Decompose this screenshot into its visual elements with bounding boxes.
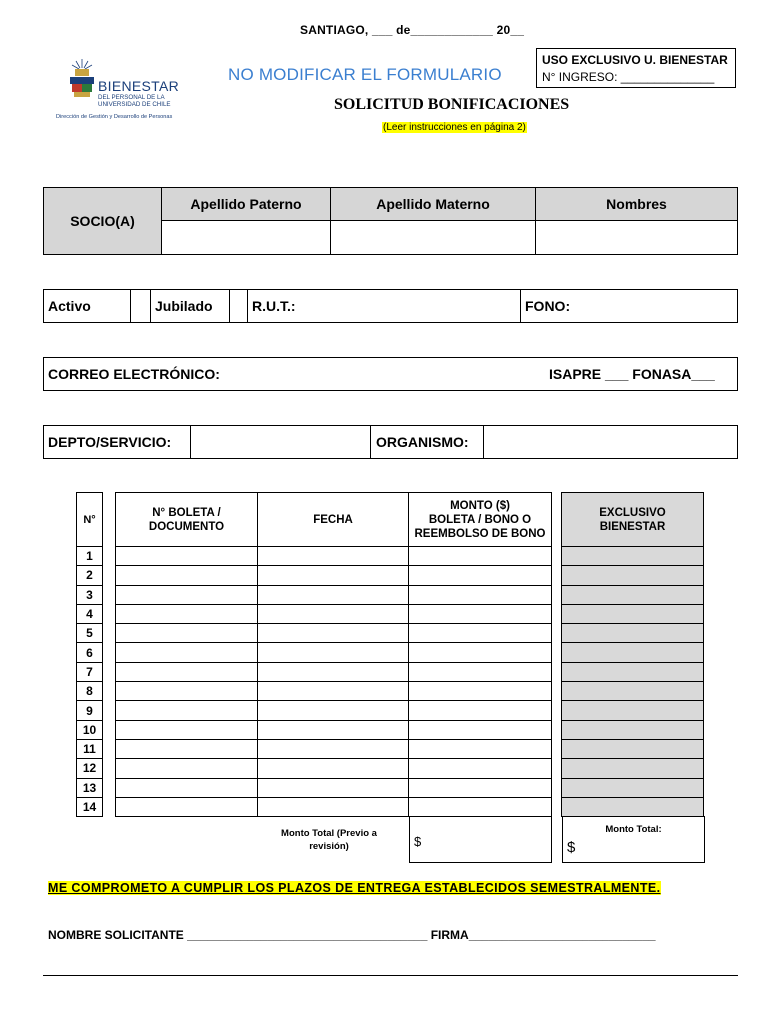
monto-cell[interactable] bbox=[409, 624, 552, 643]
boleta-cell[interactable] bbox=[116, 720, 258, 739]
fecha-cell[interactable] bbox=[258, 604, 409, 623]
prevision-label: ISAPRE ___ FONASA___ bbox=[549, 366, 715, 382]
bienestar-cell bbox=[562, 604, 704, 623]
boleta-cell[interactable] bbox=[116, 797, 258, 816]
monto-cell[interactable] bbox=[409, 585, 552, 604]
monto-total-label bbox=[270, 827, 388, 853]
bono-row bbox=[77, 643, 704, 662]
boleta-cell[interactable] bbox=[116, 604, 258, 623]
boleta-cell[interactable] bbox=[116, 547, 258, 566]
date-line: SANTIAGO, ___ de____________ 20__ bbox=[300, 23, 525, 37]
bienestar-cell bbox=[562, 682, 704, 701]
bienestar-cell bbox=[562, 778, 704, 797]
bienestar-logo bbox=[56, 56, 196, 126]
fecha-cell[interactable] bbox=[258, 682, 409, 701]
fecha-cell[interactable] bbox=[258, 720, 409, 739]
bienestar-cell bbox=[562, 739, 704, 758]
apellido-paterno-field[interactable] bbox=[162, 221, 331, 255]
fecha-cell[interactable] bbox=[258, 662, 409, 681]
row-number: 7 bbox=[77, 662, 103, 681]
boleta-cell[interactable] bbox=[116, 643, 258, 662]
bono-row bbox=[77, 662, 704, 681]
bonos-table bbox=[76, 492, 704, 817]
bienestar-cell bbox=[562, 643, 704, 662]
bienestar-cell bbox=[562, 701, 704, 720]
signature-line[interactable]: NOMBRE SOLICITANTE ____________________________________ FIRMA____________________________ bbox=[48, 928, 656, 942]
logo-name: BIENESTAR bbox=[98, 78, 180, 94]
row-number: 4 bbox=[77, 604, 103, 623]
bonos-rows bbox=[77, 547, 704, 817]
socio-table bbox=[43, 187, 738, 255]
fono-label: FONO: bbox=[525, 298, 571, 314]
col-nombres: Nombres bbox=[536, 188, 738, 221]
fecha-cell[interactable] bbox=[258, 547, 409, 566]
col-exclusivo bbox=[562, 493, 704, 547]
row-number: 2 bbox=[77, 566, 103, 585]
monto-cell[interactable] bbox=[409, 604, 552, 623]
col-exclusivo-line-1: EXCLUSIVO bbox=[599, 506, 666, 519]
fecha-cell[interactable] bbox=[258, 624, 409, 643]
commitment-statement: ME COMPROMETO A CUMPLIR LOS PLAZOS DE ENTREGA ESTABLECIDOS SEMESTRALMENTE. bbox=[48, 881, 661, 895]
organismo-label: ORGANISMO: bbox=[376, 434, 469, 450]
row-number: 14 bbox=[77, 797, 103, 816]
bono-row bbox=[77, 759, 704, 778]
bienestar-cell bbox=[562, 720, 704, 739]
monto-cell[interactable] bbox=[409, 701, 552, 720]
warning-text: NO MODIFICAR EL FORMULARIO bbox=[228, 65, 502, 84]
ingreso-number-field[interactable]: N° INGRESO: ______________ bbox=[542, 70, 715, 84]
activo-checkbox[interactable] bbox=[131, 290, 150, 322]
col-monto-line-1: MONTO ($) bbox=[450, 499, 510, 512]
monto-cell[interactable] bbox=[409, 759, 552, 778]
logo-sub-line-1: DEL PERSONAL DE LA bbox=[98, 94, 165, 101]
boleta-cell[interactable] bbox=[116, 759, 258, 778]
socio-label: SOCIO(A) bbox=[44, 188, 162, 255]
row-number: 1 bbox=[77, 547, 103, 566]
monto-cell[interactable] bbox=[409, 643, 552, 662]
col-num: N° bbox=[77, 493, 103, 547]
monto-cell[interactable] bbox=[409, 682, 552, 701]
col-boleta-line-1: N° BOLETA / bbox=[152, 506, 221, 519]
monto-total-currency: $ bbox=[414, 834, 422, 849]
jubilado-label: Jubilado bbox=[155, 298, 213, 314]
depto-label: DEPTO/SERVICIO: bbox=[48, 434, 172, 450]
monto-cell[interactable] bbox=[409, 662, 552, 681]
exclusive-use-label: USO EXCLUSIVO U. BIENESTAR bbox=[542, 53, 728, 67]
bienestar-total-currency: $ bbox=[567, 839, 576, 856]
bienestar-cell bbox=[562, 566, 704, 585]
boleta-cell[interactable] bbox=[116, 662, 258, 681]
col-boleta bbox=[116, 493, 258, 547]
logo-sub-line-2: UNIVERSIDAD DE CHILE bbox=[98, 101, 171, 108]
depto-field[interactable] bbox=[191, 426, 369, 458]
rut-label: R.U.T.: bbox=[252, 298, 296, 314]
bono-row bbox=[77, 720, 704, 739]
monto-cell[interactable] bbox=[409, 739, 552, 758]
activo-label: Activo bbox=[48, 298, 91, 314]
boleta-cell[interactable] bbox=[116, 778, 258, 797]
boleta-cell[interactable] bbox=[116, 739, 258, 758]
fecha-cell[interactable] bbox=[258, 759, 409, 778]
fecha-cell[interactable] bbox=[258, 701, 409, 720]
monto-total-line-2: revisión) bbox=[309, 841, 349, 852]
bono-row bbox=[77, 566, 704, 585]
boleta-cell[interactable] bbox=[116, 566, 258, 585]
exclusive-use-box bbox=[536, 48, 736, 88]
status-row bbox=[43, 289, 738, 323]
row-number: 5 bbox=[77, 624, 103, 643]
organismo-field[interactable] bbox=[484, 426, 734, 458]
logo-footer: Dirección de Gestión y Desarrollo de Personas bbox=[56, 114, 173, 120]
instructions-note: (Leer instrucciones en página 2) bbox=[383, 122, 526, 133]
col-monto-line-3: REEMBOLSO DE BONO bbox=[414, 527, 546, 540]
row-number: 11 bbox=[77, 739, 103, 758]
col-boleta-line-2: DOCUMENTO bbox=[148, 520, 225, 533]
fecha-cell[interactable] bbox=[258, 797, 409, 816]
monto-total-line-1: Monto Total (Previo a bbox=[281, 828, 377, 839]
row-number: 9 bbox=[77, 701, 103, 720]
bono-row bbox=[77, 624, 704, 643]
col-monto-line-2: BOLETA / BONO O bbox=[428, 513, 532, 526]
bono-row bbox=[77, 701, 704, 720]
bienestar-cell bbox=[562, 759, 704, 778]
boleta-cell[interactable] bbox=[116, 624, 258, 643]
bienestar-cell bbox=[562, 662, 704, 681]
nombres-field[interactable] bbox=[536, 221, 738, 255]
fecha-cell[interactable] bbox=[258, 566, 409, 585]
fecha-cell[interactable] bbox=[258, 739, 409, 758]
monto-cell[interactable] bbox=[409, 566, 552, 585]
depto-row bbox=[43, 425, 738, 459]
bono-row bbox=[77, 778, 704, 797]
logo-subtitle bbox=[98, 94, 171, 108]
col-fecha: FECHA bbox=[258, 493, 409, 547]
boleta-cell[interactable] bbox=[116, 701, 258, 720]
bienestar-cell bbox=[562, 585, 704, 604]
monto-cell[interactable] bbox=[409, 547, 552, 566]
bottom-divider bbox=[43, 975, 738, 976]
bono-row bbox=[77, 604, 704, 623]
row-number: 8 bbox=[77, 682, 103, 701]
bono-row bbox=[77, 739, 704, 758]
email-label: CORREO ELECTRÓNICO: bbox=[48, 366, 220, 382]
bono-row bbox=[77, 682, 704, 701]
monto-cell[interactable] bbox=[409, 720, 552, 739]
row-number: 12 bbox=[77, 759, 103, 778]
col-exclusivo-line-2: BIENESTAR bbox=[599, 520, 666, 533]
col-monto bbox=[409, 493, 552, 547]
bono-row bbox=[77, 797, 704, 816]
bienestar-cell bbox=[562, 797, 704, 816]
bienestar-cell bbox=[562, 624, 704, 643]
coat-of-arms-icon bbox=[68, 58, 96, 102]
fecha-cell[interactable] bbox=[258, 585, 409, 604]
email-row bbox=[43, 357, 738, 391]
col-apellido-paterno: Apellido Paterno bbox=[162, 188, 331, 221]
fecha-cell[interactable] bbox=[258, 778, 409, 797]
row-number: 3 bbox=[77, 585, 103, 604]
bienestar-total-label: Monto Total: bbox=[605, 824, 662, 835]
monto-cell[interactable] bbox=[409, 797, 552, 816]
fecha-cell[interactable] bbox=[258, 643, 409, 662]
row-number: 13 bbox=[77, 778, 103, 797]
bienestar-cell bbox=[562, 547, 704, 566]
bienestar-total-box bbox=[562, 816, 705, 863]
col-apellido-materno: Apellido Materno bbox=[331, 188, 536, 221]
monto-cell[interactable] bbox=[409, 778, 552, 797]
row-number: 10 bbox=[77, 720, 103, 739]
monto-total-field[interactable] bbox=[409, 816, 552, 863]
form-title: SOLICITUD BONIFICACIONES bbox=[334, 96, 570, 113]
jubilado-checkbox[interactable] bbox=[230, 290, 247, 322]
bono-row bbox=[77, 585, 704, 604]
bono-row bbox=[77, 547, 704, 566]
boleta-cell[interactable] bbox=[116, 585, 258, 604]
row-number: 6 bbox=[77, 643, 103, 662]
boleta-cell[interactable] bbox=[116, 682, 258, 701]
apellido-materno-field[interactable] bbox=[331, 221, 536, 255]
